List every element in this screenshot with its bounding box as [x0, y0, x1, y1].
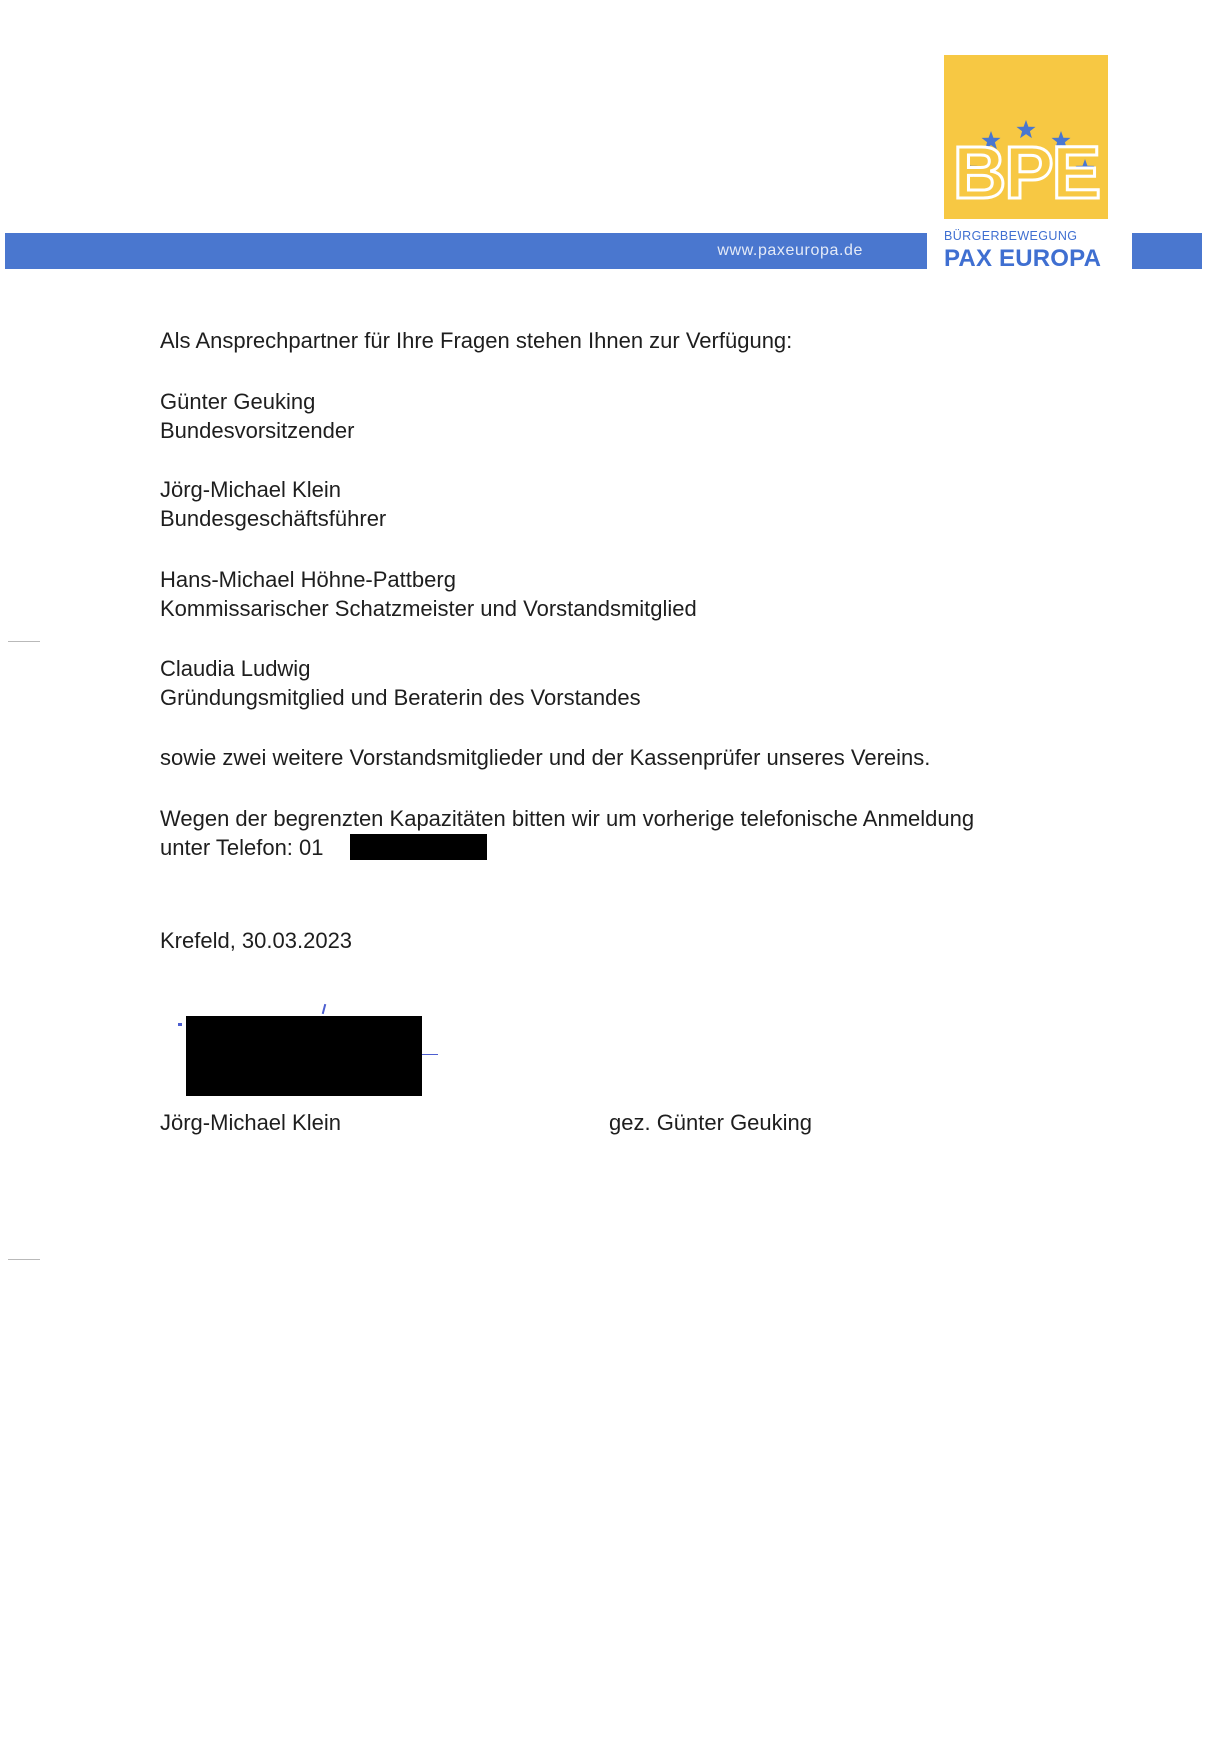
- bpe-logo: [944, 55, 1108, 219]
- contact-role: Bundesgeschäftsführer: [160, 506, 387, 531]
- signature-mark: [322, 1004, 327, 1014]
- place-date: Krefeld, 30.03.2023: [160, 928, 353, 953]
- redacted-phone: [350, 834, 487, 860]
- contact-name: Jörg-Michael Klein: [160, 477, 341, 502]
- signature-mark: [178, 1023, 182, 1026]
- contact-role: Bundesvorsitzender: [160, 418, 355, 443]
- header-banner-end: [1132, 233, 1202, 269]
- website-url: www.paxeuropa.de: [717, 242, 863, 259]
- contact-role: Kommissarischer Schatzmeister und Vorstandsmitglied: [160, 596, 697, 621]
- notice-text: Wegen der begrenzten Kapazitäten bitten wir um vorherige telefonische Anmeldung: [160, 806, 975, 831]
- contact-name: Claudia Ludwig: [160, 656, 311, 681]
- signature-mark: [420, 1054, 438, 1055]
- phone-label: unter Telefon: 01: [160, 835, 324, 860]
- contact-role: Gründungsmitglied und Beraterin des Vorstandes: [160, 685, 641, 710]
- contact-name: Hans-Michael Höhne-Pattberg: [160, 567, 456, 592]
- additional-text: sowie zwei weitere Vorstandsmitglieder und der Kassenprüfer unseres Vereins.: [160, 745, 931, 770]
- logo-title: PAX EUROPA: [944, 245, 1102, 272]
- intro-text: Als Ansprechpartner für Ihre Fragen stehen Ihnen zur Verfügung:: [160, 328, 793, 353]
- redacted-signature: [186, 1016, 422, 1096]
- logo-subtitle: BÜRGERBEWEGUNG: [944, 229, 1078, 243]
- signatory-right: gez. Günter Geuking: [609, 1110, 813, 1135]
- header-banner: [5, 233, 927, 269]
- logo-abbreviation: BPE: [952, 131, 1100, 214]
- fold-mark: [8, 1259, 40, 1260]
- signatory-left: Jörg-Michael Klein: [160, 1110, 341, 1135]
- fold-mark: [8, 641, 40, 642]
- contact-name: Günter Geuking: [160, 389, 316, 414]
